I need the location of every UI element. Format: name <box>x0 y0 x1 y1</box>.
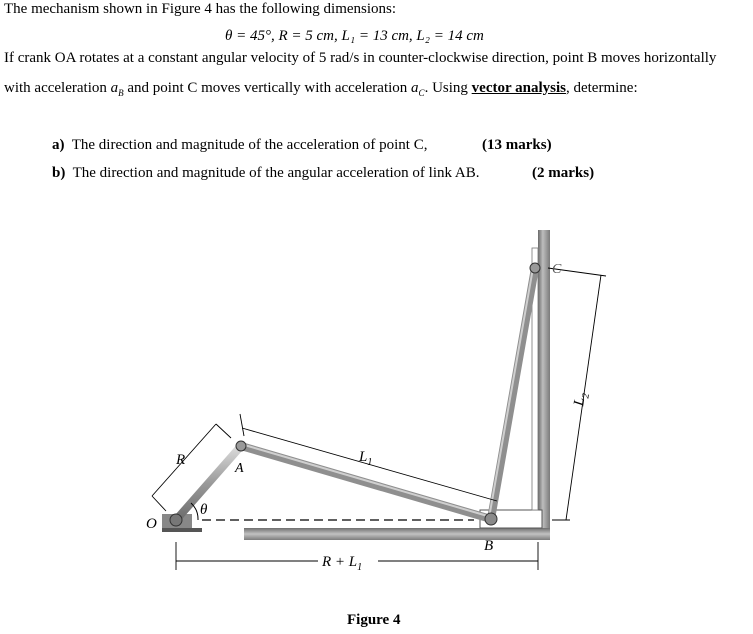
label-L2 <box>571 392 592 409</box>
label-O: O <box>146 516 157 532</box>
label-B: B <box>484 538 494 554</box>
label-RL1-sub: 1 <box>357 562 363 573</box>
label-L1-main: L <box>359 449 368 465</box>
question-a <box>52 137 427 154</box>
figure-caption: Figure 4 <box>347 612 401 628</box>
L1-ext-1 <box>240 414 244 436</box>
label-theta: θ <box>200 502 208 518</box>
l3-post: . Using <box>424 80 472 96</box>
link-BC-highlight <box>489 268 533 518</box>
label-C: C <box>552 262 562 277</box>
label-L1-sub: 1 <box>367 457 373 468</box>
R-ext-1 <box>152 496 166 511</box>
l3-pre: with acceleration <box>4 80 111 96</box>
question-a-text: The direction and magnitude of the acceleration of point C, <box>71 137 428 153</box>
aB-sub: B <box>118 88 124 98</box>
mechanism-figure <box>140 228 610 608</box>
question-a-marks: (13 marks) <box>482 137 552 153</box>
floor-guide <box>244 528 550 540</box>
label-L2-main: L <box>571 396 589 408</box>
problem-line-3 <box>4 80 638 98</box>
intro-line: The mechanism shown in Figure 4 has the following dimensions: <box>4 1 397 17</box>
R-ext-2 <box>216 424 231 438</box>
label-L1 <box>358 449 372 468</box>
question-b-marks: (2 marks) <box>532 165 595 181</box>
label-R: R <box>176 452 186 468</box>
problem-line-2: If crank OA rotates at a constant angular velocity of 5 rad/s in counter-clockwise direction, point B moves horizontally <box>4 50 717 66</box>
label-RL1 <box>321 554 362 573</box>
l3-end: , determine: <box>565 80 638 96</box>
question-b-label: b) <box>52 165 66 181</box>
dimensions-equation: θ = 45°, R = 5 cm, L₁ = 13 cm, L₂ = 14 cm <box>225 28 484 44</box>
question-b <box>52 165 480 182</box>
aB-symbol: a <box>110 80 119 96</box>
l3-mid: and point C moves vertically with acceleration <box>123 80 412 96</box>
vector-analysis-emphasis: vector analysis <box>471 80 566 96</box>
aC-sub: C <box>418 88 425 98</box>
question-b-text: The direction and magnitude of the angular acceleration of link AB. <box>72 165 480 181</box>
joint-A <box>236 441 246 451</box>
vertical-wall <box>538 230 550 528</box>
crank-OA <box>176 446 241 520</box>
joint-C <box>530 263 540 273</box>
question-a-label: a) <box>52 137 65 153</box>
joint-B <box>485 513 497 525</box>
ground-base <box>162 528 202 532</box>
joint-O <box>170 514 182 526</box>
label-A: A <box>235 461 244 476</box>
link-BC <box>491 268 535 519</box>
label-L2-sub: 2 <box>580 392 592 400</box>
label-RL1-main: R + L <box>322 554 358 570</box>
aC-symbol: a <box>411 80 419 96</box>
